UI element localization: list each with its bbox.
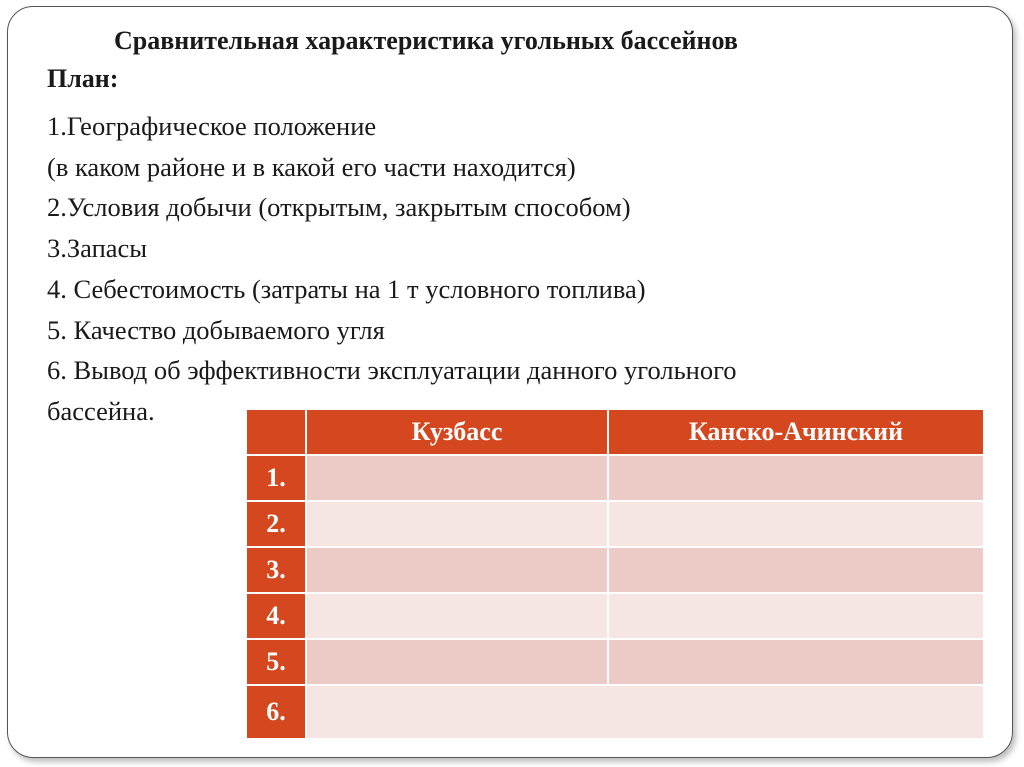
table-row [246,593,984,639]
table-row [246,455,984,501]
slide-title: Сравнительная характеристика угольных бассейнов [114,26,738,55]
table-cell[interactable] [306,593,608,639]
row-number: 4. [246,593,306,639]
comparison-table [245,408,985,740]
table-row [246,685,984,739]
table-row [246,547,984,593]
plan-item: 3.Запасы [47,233,148,264]
table-header-kansk-achinsk: Канско-Ачинский [608,409,984,455]
plan-item: бассейна. [47,395,155,426]
table-row [246,501,984,547]
row-number: 1. [246,455,306,501]
table-cell[interactable] [306,685,984,739]
table-cell[interactable] [608,501,984,547]
plan-item: 2.Условия добычи (открытым, закрытым способом) [47,192,631,223]
plan-label: План: [47,64,119,93]
plan-item: 4. Себестоимость (затраты на 1 т условного топлива) [47,273,646,304]
table-cell[interactable] [608,593,984,639]
table-cell[interactable] [306,639,608,685]
table-header-corner [246,409,306,455]
table-cell[interactable] [306,501,608,547]
plan-item: 6. Вывод об эффективности эксплуатации данного угольного [47,355,737,386]
row-number: 5. [246,639,306,685]
table-header-row [246,409,984,455]
plan-item: 1.Географическое положение [47,111,377,141]
plan-list [47,106,737,432]
table-cell[interactable] [306,455,608,501]
table-header-kuzbass: Кузбасс [306,409,608,455]
table-cell[interactable] [608,547,984,593]
table-cell[interactable] [306,547,608,593]
row-number: 3. [246,547,306,593]
table-row [246,639,984,685]
row-number: 2. [246,501,306,547]
plan-item: (в каком районе и в какой его части находится) [47,151,576,182]
table-cell[interactable] [608,639,984,685]
table-cell[interactable] [608,455,984,501]
row-number: 6. [246,685,306,739]
plan-item: 5. Качество добываемого угля [47,314,385,345]
